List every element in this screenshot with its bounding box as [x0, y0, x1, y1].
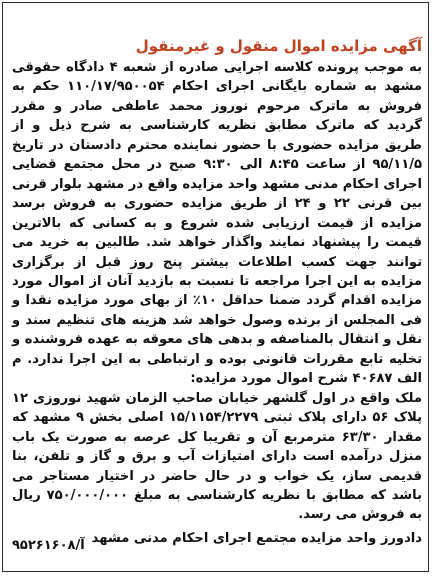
notice-body-paragraph: به موجب پرونده کلاسه اجرایی صادره از شعبه ۴ دادگاه حقوقی مشهد به شماره بایگانی اجرای احکام ۱۱۰/۱۷/۹۵۰۰۵۴ حکم به فروش به ماترک مرحوم نوروز محمد عاطفی صادر و مقرر گردید که ماترک مطابق نظریه کارشناسی به شرح ذیل و از طریق مزایده حضوری با حضور نماینده محترم دادستان در تاریخ ۹۵/۱۱/۵ از ساعت ۸:۴۵ الی ۹:۳۰ صبح در محل مجتمع قضایی اجرای احکام مدنی مشهد واحد مزایده واقع در مشهد بلوار قرنی بین قرنی ۲۲ و ۲۴ از طریق مزایده حضوری به فروش برسد مزایده از قیمت ارزیابی شده شروع و به کسانی که بالاترین قیمت را پیشنهاد نمایند واگذار خواهد شد. طالبین به خرید می توانند جهت کسب اطلاعات بیشتر پنج روز قبل از برگزاری مزایده به این اجرا مراجعه تا نسبت به بازدید آنان از اموال مورد مزایده اقدام گردد ضمنا حداقل ۱۰٪ از بهای مورد مزایده نقدا و فی المجلس از برنده وصول خواهد شد هزینه های تنظیم سند و نقل و انتقال بالمناصفه و بدهی های معوقه به عهده فروشنده و تخلیه تابع مقررات قانونی بوده و ارتباطی به این اجرا ندارد. م الف ۴۰۶۸۷ شرح اموال مورد مزایده:: [12, 60, 423, 387]
property-description-paragraph: ملک واقع در اول گلشهر خیابان صاحب الزمان شهید نوروزی ۱۲ پلاک ۵۶ دارای پلاک ثبتی ۱۵/۱۱۵۴/۲۲۷۹ اصلی بخش ۹ مشهد که مقدار ۶۳/۳۰ مترمربع آن و تقریبا کل عرصه به صورت یک باب منزل درآمده است دارای امتیازات آب و برق و گاز و تلفن، بنا قدیمی ساز، یک خواب و در حال حاضر در اختیار مستاجر می باشد که مطابق با نظریه کارشناسی به مبلغ ۷۵۰/۰۰۰/۰۰۰ ریال به فروش می رسد.: [12, 390, 422, 523]
notice-title: آگهی مزایده اموال منقول و غیرمنقول: [135, 37, 422, 55]
auction-notice: [12, 8, 422, 548]
notice-reference-code: آ/۹۵۲۶۱۶۰۸: [12, 538, 85, 553]
notice-signature: دادورز واحد مزایده مجتمع اجرای احکام مدنی مشهد: [91, 530, 422, 546]
